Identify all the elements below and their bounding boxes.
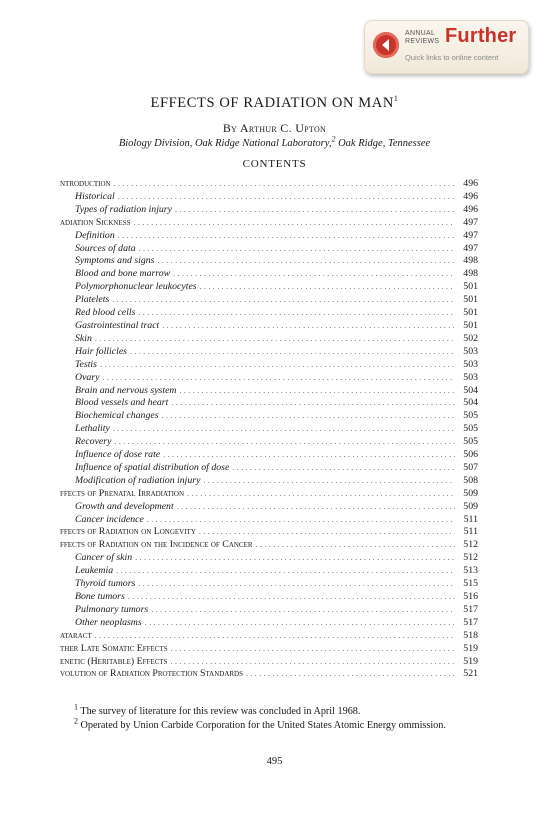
toc-entry xyxy=(60,643,478,656)
toc-entry-page: 511 xyxy=(463,526,478,538)
footnote-text: Operated by Union Carbide Corporation for the United States Atomic Energy ommission. xyxy=(78,720,446,731)
toc-entry-page: 504 xyxy=(463,397,478,409)
toc-entry-page: 505 xyxy=(463,410,478,422)
toc-entry xyxy=(60,488,478,501)
toc-leader-dots xyxy=(162,411,455,420)
toc-entry-label: Skin xyxy=(75,332,92,344)
toc-leader-dots xyxy=(112,295,455,304)
toc-entry-label: Definition xyxy=(75,229,115,241)
page-number: 495 xyxy=(266,756,283,767)
toc-leader-dots xyxy=(118,231,455,240)
toc-entry xyxy=(60,436,478,449)
toc-entry-page: 511 xyxy=(463,513,478,525)
toc-entry xyxy=(60,372,478,385)
toc-entry-page: 502 xyxy=(463,332,478,344)
further-badge[interactable] xyxy=(364,20,529,74)
toc-entry xyxy=(60,449,478,462)
toc-leader-dots xyxy=(116,566,455,575)
toc-entry xyxy=(60,230,478,243)
article-title xyxy=(0,95,549,112)
toc-entry-label: Gastrointestinal tract xyxy=(75,319,160,331)
toc-leader-dots xyxy=(134,218,455,227)
toc-entry-label: Bone tumors xyxy=(75,591,125,602)
toc-leader-dots xyxy=(171,398,455,407)
annual-label: ANNUAL xyxy=(405,30,436,37)
toc-leader-dots xyxy=(95,631,455,640)
toc-entry-label: ther Late Somatic Effects xyxy=(60,642,168,654)
toc-entry-label: Other neoplasms xyxy=(75,616,142,628)
toc-leader-dots xyxy=(138,579,455,588)
toc-entry-label: Polymorphonuclear leukocytes xyxy=(75,281,197,293)
toc-entry-page: 512 xyxy=(463,539,478,551)
toc-entry-label: Cancer incidence xyxy=(75,513,144,525)
play-left-arrow-icon xyxy=(373,32,399,58)
toc-entry-label: Ovary xyxy=(75,371,100,383)
toc-entry-label: Blood vessels and heart xyxy=(75,397,169,409)
affiliation-post: Oak Ridge, Tennessee xyxy=(335,138,431,149)
toc-entry-page: 501 xyxy=(463,319,478,331)
toc-entry-page: 508 xyxy=(463,474,478,486)
further-label: Further xyxy=(445,25,517,47)
toc-leader-dots xyxy=(175,205,455,214)
toc-entry-page: 506 xyxy=(463,449,478,461)
toc-entry xyxy=(60,191,478,204)
toc-leader-dots xyxy=(232,463,455,472)
toc-entry-label: Recovery xyxy=(75,436,112,448)
toc-entry-page: 513 xyxy=(463,565,478,577)
toc-entry xyxy=(60,346,478,359)
author-line: By Arthur C. Upton xyxy=(222,121,327,135)
toc-entry-label: Hair follicles xyxy=(75,345,127,357)
toc-entry-page: 505 xyxy=(463,423,478,435)
footnote-text: The survey of literature for this review was concluded in April 1968. xyxy=(78,706,361,717)
toc-entry-page: 519 xyxy=(463,655,478,667)
toc-leader-dots xyxy=(102,373,455,382)
toc-entry xyxy=(60,204,478,217)
affiliation-footnote-mark: 2 xyxy=(331,134,336,144)
toc-entry xyxy=(60,281,478,294)
toc-leader-dots xyxy=(139,244,455,253)
toc-entry xyxy=(60,307,478,320)
toc-entry xyxy=(60,255,478,268)
footnotes xyxy=(60,702,480,733)
toc-entry xyxy=(60,294,478,307)
contents-heading: CONTENTS xyxy=(242,158,307,170)
toc-leader-dots xyxy=(157,256,455,265)
affiliation-pre: Biology Division, Oak Ridge National Laboratory, xyxy=(118,138,332,149)
toc-entry xyxy=(60,526,478,539)
toc-entry xyxy=(60,578,478,591)
toc-entry-label: ffects of Radiation on the Incidence of Cancer xyxy=(60,539,253,551)
toc-entry-label: Sources of data xyxy=(75,242,136,254)
toc-leader-dots xyxy=(145,618,455,627)
toc-entry-page: 496 xyxy=(463,178,478,189)
annual-reviews-logo-text xyxy=(405,30,439,46)
toc-entry-label: enetic (Heritable) Effects xyxy=(60,655,168,667)
toc-leader-dots xyxy=(147,515,455,524)
toc-leader-dots xyxy=(114,179,455,188)
toc-entry-label: Lethality xyxy=(75,423,110,435)
toc-entry-page: 519 xyxy=(463,642,478,654)
toc-entry-label: Platelets xyxy=(75,294,110,306)
article-title-text: EFFECTS OF RADIATION ON MAN xyxy=(150,95,394,111)
toc-leader-dots xyxy=(246,669,455,678)
toc-leader-dots xyxy=(114,437,455,446)
toc-leader-dots xyxy=(200,282,455,291)
toc-entry-label: Brain and nervous system xyxy=(75,384,177,396)
toc-entry-label: Modification of radiation injury xyxy=(75,474,201,486)
toc-entry-page: 503 xyxy=(463,345,478,357)
toc-leader-dots xyxy=(177,502,455,511)
toc-entry xyxy=(60,397,478,410)
toc-entry xyxy=(60,178,478,191)
toc-entry xyxy=(60,410,478,423)
toc-entry-label: Influence of dose rate xyxy=(75,449,161,461)
toc-entry-page: 518 xyxy=(463,629,478,641)
affiliation xyxy=(0,134,549,149)
toc-entry xyxy=(60,552,478,565)
title-footnote-mark: 1 xyxy=(393,94,399,104)
table-of-contents xyxy=(60,178,478,681)
toc-entry-label: Blood and bone marrow xyxy=(75,268,171,280)
toc-entry-label: Thyroid tumors xyxy=(75,578,136,590)
toc-entry xyxy=(60,385,478,398)
toc-entry xyxy=(60,462,478,475)
toc-entry-page: 517 xyxy=(463,616,478,628)
toc-entry-page: 497 xyxy=(463,242,478,254)
toc-leader-dots xyxy=(113,424,455,433)
toc-entry-label: Pulmonary tumors xyxy=(75,603,149,615)
toc-entry-label: adiation Sickness xyxy=(60,216,131,228)
toc-entry-page: 501 xyxy=(463,307,478,319)
toc-leader-dots xyxy=(162,321,455,330)
further-tagline: Quick links to online content xyxy=(405,53,499,62)
toc-leader-dots xyxy=(187,489,455,498)
toc-entry xyxy=(60,501,478,514)
toc-entry-page: 517 xyxy=(463,603,478,615)
toc-entry xyxy=(60,243,478,256)
toc-entry-label: Leukemia xyxy=(75,565,114,577)
toc-entry xyxy=(60,423,478,436)
toc-entry-page: 512 xyxy=(463,552,478,564)
toc-entry-page: 515 xyxy=(463,578,478,590)
toc-entry-page: 509 xyxy=(463,487,478,499)
toc-entry xyxy=(60,359,478,372)
toc-entry-label: Red blood cells xyxy=(75,307,136,319)
toc-entry-page: 503 xyxy=(463,371,478,383)
footnote xyxy=(60,702,480,719)
toc-entry-label: Symptoms and signs xyxy=(75,255,155,267)
toc-entry-label: Historical xyxy=(75,190,115,202)
toc-leader-dots xyxy=(171,644,455,653)
footnote-mark: 1 xyxy=(74,702,78,712)
toc-entry xyxy=(60,333,478,346)
reviews-label: REVIEWS xyxy=(405,38,440,45)
toc-entry-page: 497 xyxy=(463,229,478,241)
toc-entry xyxy=(60,591,478,604)
toc-entry-page: 504 xyxy=(463,384,478,396)
toc-entry-label: Types of radiation injury xyxy=(75,203,172,215)
toc-leader-dots xyxy=(118,192,455,201)
toc-entry-page: 501 xyxy=(463,294,478,306)
toc-entry-page: 496 xyxy=(463,203,478,215)
toc-entry xyxy=(60,617,478,630)
toc-entry-label: ffects of Radiation on Longevity xyxy=(60,526,196,538)
footnote xyxy=(60,716,480,733)
toc-entry xyxy=(60,268,478,281)
toc-leader-dots xyxy=(130,347,455,356)
toc-leader-dots xyxy=(173,269,455,278)
toc-entry-page: 509 xyxy=(463,500,478,512)
toc-entry-label: ataract xyxy=(60,629,92,641)
toc-entry-label: volution of Radiation Protection Standards xyxy=(60,668,243,680)
toc-leader-dots xyxy=(138,308,455,317)
toc-entry-page: 505 xyxy=(463,436,478,448)
toc-entry-label: Testis xyxy=(75,358,97,370)
toc-entry xyxy=(60,320,478,333)
toc-leader-dots xyxy=(180,386,456,395)
toc-leader-dots xyxy=(135,553,455,562)
toc-leader-dots xyxy=(163,450,455,459)
toc-leader-dots xyxy=(100,360,455,369)
toc-entry-label: Cancer of skin xyxy=(75,552,133,564)
toc-leader-dots xyxy=(151,605,455,614)
toc-entry-label: Growth and development xyxy=(75,500,174,512)
toc-entry xyxy=(60,217,478,230)
toc-entry xyxy=(60,630,478,643)
toc-entry-page: 503 xyxy=(463,358,478,370)
toc-entry-label: ntroduction xyxy=(60,178,111,189)
toc-entry-page: 498 xyxy=(463,255,478,267)
toc-entry-page: 521 xyxy=(463,668,478,680)
toc-entry-label: Biochemical changes xyxy=(75,410,159,422)
toc-leader-dots xyxy=(203,476,455,485)
toc-entry-page: 507 xyxy=(463,461,478,473)
toc-leader-dots xyxy=(256,540,455,549)
toc-entry xyxy=(60,475,478,488)
toc-leader-dots xyxy=(95,334,455,343)
toc-entry xyxy=(60,668,478,681)
toc-entry xyxy=(60,565,478,578)
toc-leader-dots xyxy=(171,657,455,666)
toc-entry xyxy=(60,539,478,552)
toc-leader-dots xyxy=(128,592,455,601)
toc-entry xyxy=(60,514,478,527)
toc-entry xyxy=(60,656,478,669)
footnote-mark: 2 xyxy=(74,716,78,726)
toc-leader-dots xyxy=(199,527,455,536)
toc-entry-page: 497 xyxy=(463,216,478,228)
toc-entry-label: ffects of Prenatal Irradiation xyxy=(60,487,185,499)
toc-entry-page: 501 xyxy=(463,281,478,293)
toc-entry xyxy=(60,604,478,617)
toc-entry-page: 516 xyxy=(463,591,478,602)
toc-entry-label: Influence of spatial distribution of dose xyxy=(75,461,230,473)
toc-entry-page: 498 xyxy=(463,268,478,280)
toc-entry-page: 496 xyxy=(463,190,478,202)
